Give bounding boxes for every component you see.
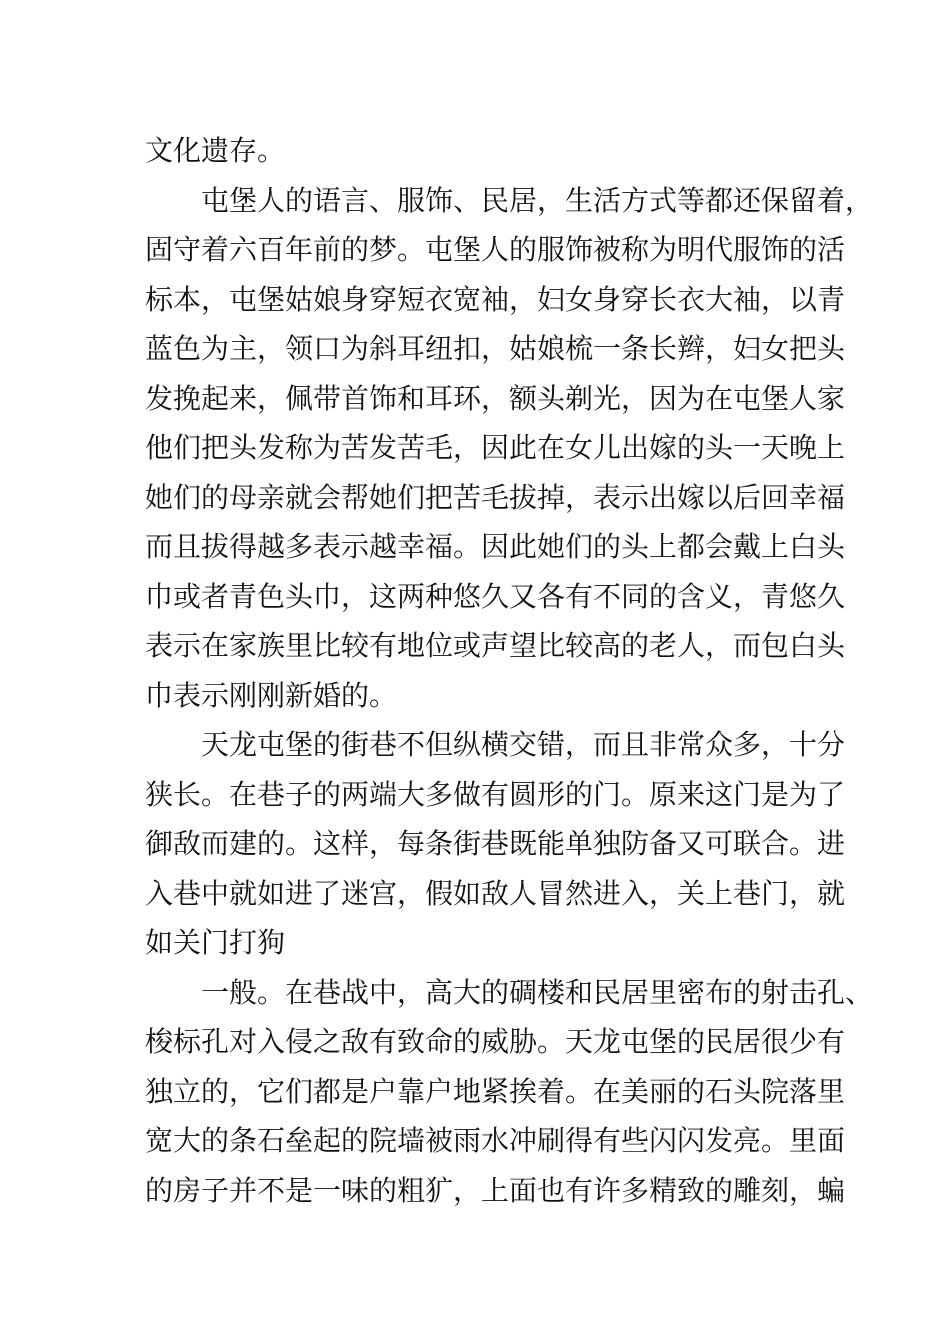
paragraph-start-line: 屯堡人的语言、服饰、民居，生活方式等都还保留着， xyxy=(201,183,874,217)
text-line: 宽大的条石垒起的院墙被雨水冲刷得有些闪闪发亮。里面 xyxy=(145,1124,846,1157)
text-line: 他们把头发称为苦发苦毛，因此在女儿出嫁的头一天晚上 xyxy=(145,431,846,464)
text-line: 蓝色为主，领口为斜耳纽扣，姑娘梳一条长辫，妇女把头 xyxy=(145,332,846,365)
text-line: 文化遗存。 xyxy=(145,134,286,167)
text-line: 表示在家族里比较有地位或声望比较高的老人，而包白头 xyxy=(145,629,846,662)
text-line: 如关门打狗 xyxy=(145,926,286,959)
text-line: 固守着六百年前的梦。屯堡人的服饰被称为明代服饰的活 xyxy=(145,233,846,266)
text-line: 御敌而建的。这样，每条街巷既能单独防备又可联合。进 xyxy=(145,827,846,860)
text-line: 梭标孔对入侵之敌有致命的威胁。天龙屯堡的民居很少有 xyxy=(145,1025,846,1058)
text-line: 的房子并不是一味的粗犷，上面也有许多精致的雕刻，蝙 xyxy=(145,1173,846,1207)
text-line: 独立的，它们都是户靠户地紧挨着。在美丽的石头院落里 xyxy=(145,1074,846,1108)
body-text xyxy=(145,126,874,1215)
paragraph-start-line: 一般。在巷战中，高大的碉楼和民居里密布的射击孔、 xyxy=(201,975,874,1009)
text-line: 巾表示刚刚新婚的。 xyxy=(145,678,398,712)
text-line: 发挽起来，佩带首饰和耳环，额头剃光，因为在屯堡人家 xyxy=(145,381,846,415)
text-line: 她们的母亲就会帮她们把苦毛拔掉，表示出嫁以后回幸福 xyxy=(145,480,846,514)
text-line: 狭长。在巷子的两端大多做有圆形的门。原来这门是为了 xyxy=(145,777,846,811)
text-line: 巾或者青色头巾，这两种悠久又各有不同的含义，青悠久 xyxy=(145,579,846,613)
text-line: 而且拔得越多表示越幸福。因此她们的头上都会戴上白头 xyxy=(145,530,846,563)
text-line: 标本，屯堡姑娘身穿短衣宽袖，妇女身穿长衣大袖，以青 xyxy=(145,282,846,316)
paragraph-start-line: 天龙屯堡的街巷不但纵横交错，而且非常众多，十分 xyxy=(201,728,846,761)
text-line: 入巷中就如进了迷宫，假如敌人冒然进入，关上巷门，就 xyxy=(145,876,846,910)
